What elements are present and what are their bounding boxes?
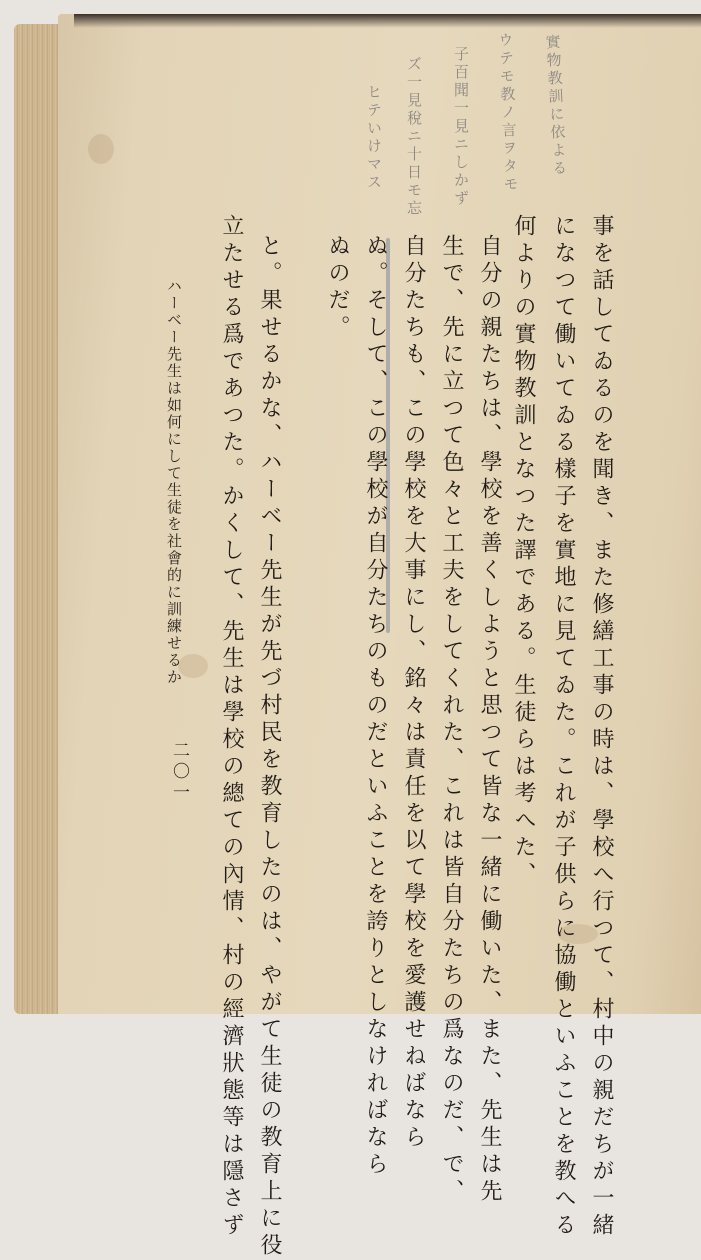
handwritten-note: ウテモ教ノ言ヲタモ: [496, 31, 520, 195]
body-text-line: と。果せるかな、ハーベー先生が先づ村民を教育したのは、やがて生徒の教育上に役: [257, 234, 282, 1260]
handwritten-note: ヒテいけマス: [365, 84, 383, 192]
body-text-line: 何よりの實物教訓となつた譯である。生徒らは考へた、: [511, 214, 536, 889]
handwritten-note: ズ一見稅ニ十日モ忘: [405, 56, 423, 218]
paper-stain: [88, 134, 114, 164]
body-text-line: 自分の親たちは、學校を善くしようと思つて皆な一緒に働いた、また、先生は先: [477, 234, 502, 1206]
book: [14, 6, 701, 1260]
handwritten-note: 實物教訓に依よる: [543, 33, 569, 179]
running-head: ハーベー先生は如何にして生徒を社會的に訓練せるか: [165, 278, 183, 686]
body-text-line: 事を話してゐるのを聞き、また修繕工事の時は、學校へ行つて、村中の親だちが一緒: [589, 214, 614, 1240]
body-text-line: 自分たちも、この學校を大事にし、銘々は責任を以て學校を愛護せねばなら: [401, 234, 426, 1152]
page-top-shadow: [74, 14, 701, 28]
page-number: 二〇一: [169, 741, 189, 804]
body-text-line: 生で、先に立つて色々と工夫をしてくれた、これは皆自分たちの爲なのだ、で、: [439, 234, 464, 1206]
body-text-line: になつて働いてゐる樣子を實地に見てゐた。これが子供らに協働といふことを教へる: [551, 214, 576, 1240]
handwritten-note: 子百聞一見ニしかず: [452, 46, 470, 208]
body-text-line: ぬのだ。: [325, 234, 350, 342]
body-text-line: 立たせる爲であつた。かくして、先生は學校の總ての內情、村の經濟狀態等は隱さず: [219, 214, 244, 1240]
body-text-line: ぬ。そして、この學校が自分たちのものだといふことを誇りとしなければなら: [363, 234, 388, 1179]
